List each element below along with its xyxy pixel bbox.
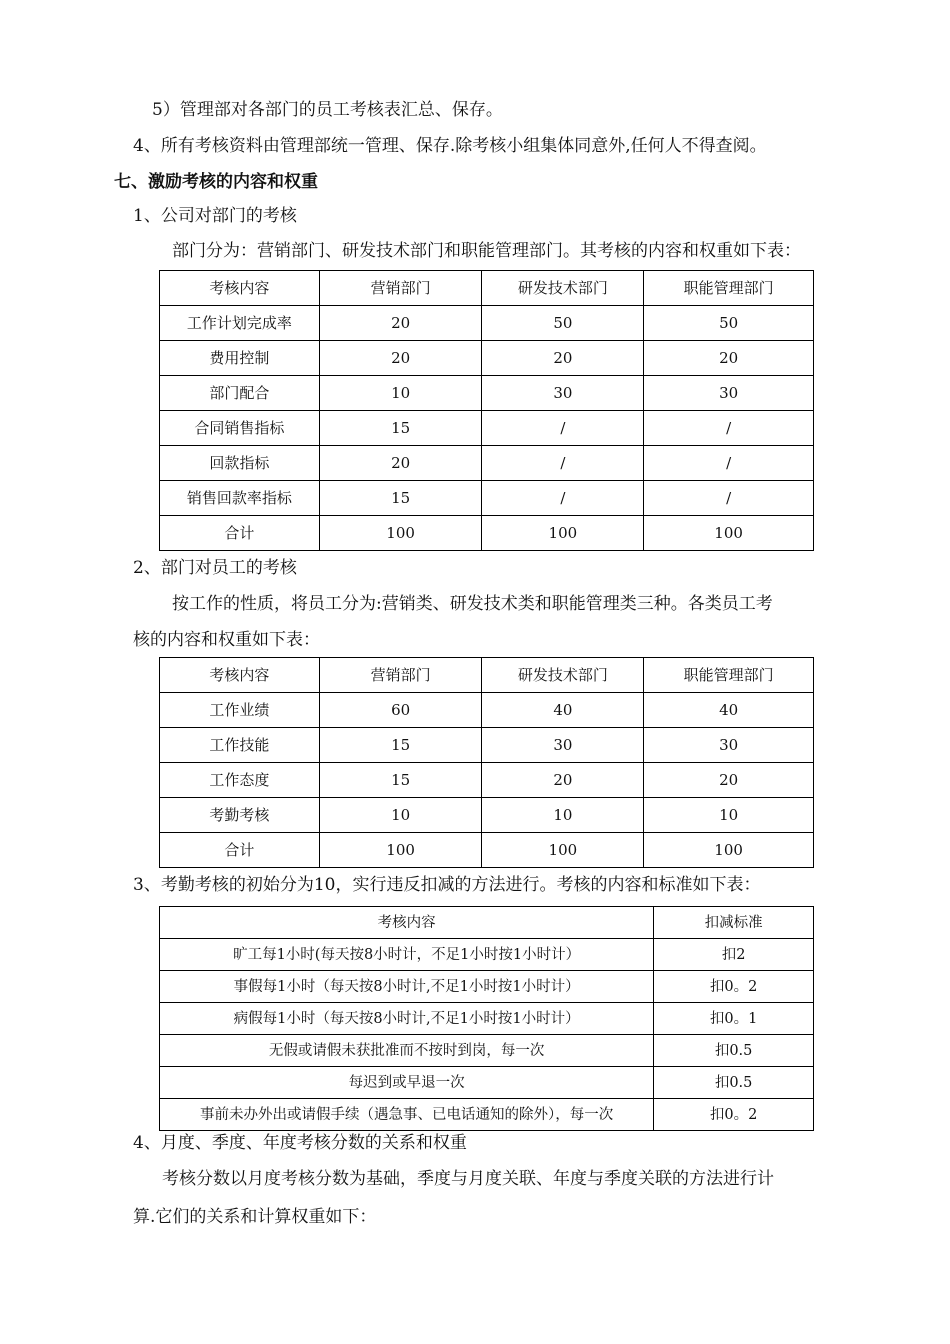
- employee-assessment-table: [159, 657, 814, 868]
- table-cell: 费用控制: [160, 341, 320, 376]
- subsection-1-title: 1、公司对部门的考核: [133, 206, 297, 226]
- table-cell: 回款指标: [160, 446, 320, 481]
- table-row: [160, 1067, 814, 1099]
- table-cell: 旷工每1小时(每天按8小时计，不足1小时按1小时计）: [160, 939, 654, 971]
- table-row: [160, 1099, 814, 1131]
- table-cell: 工作态度: [160, 763, 320, 798]
- table-cell: 30: [644, 728, 814, 763]
- table-row: [160, 939, 814, 971]
- table-row: [160, 971, 814, 1003]
- table-cell: 20: [482, 763, 644, 798]
- subsection-4-text-line2: 算.它们的关系和计算权重如下：: [133, 1207, 377, 1227]
- table-cell: 20: [644, 341, 814, 376]
- table-header-row: [160, 907, 814, 939]
- table-cell: 100: [644, 516, 814, 551]
- table-total-row: [160, 516, 814, 551]
- table-row: [160, 693, 814, 728]
- subsection-2-title: 2、部门对员工的考核: [133, 558, 297, 578]
- paragraph-item-4: 4、所有考核资料由管理部统一管理、保存.除考核小组集体同意外,任何人不得查阅。: [133, 136, 767, 156]
- table-cell: 50: [482, 306, 644, 341]
- attendance-deduction-table: [159, 906, 814, 1131]
- table-header-cell: 研发技术部门: [482, 271, 644, 306]
- table-total-row: [160, 833, 814, 868]
- table-cell: 15: [319, 728, 482, 763]
- table-row: [160, 728, 814, 763]
- table-cell: 50: [644, 306, 814, 341]
- table-row: [160, 1003, 814, 1035]
- table-cell: 事前未办外出或请假手续（遇急事、已电话通知的除外），每一次: [160, 1099, 654, 1131]
- table-cell: 销售回款率指标: [160, 481, 320, 516]
- table-header-cell: 营销部门: [319, 271, 482, 306]
- table-row: [160, 763, 814, 798]
- table-cell: 无假或请假未获批准而不按时到岗，每一次: [160, 1035, 654, 1067]
- table-cell: 20: [482, 341, 644, 376]
- table-cell: 100: [319, 833, 482, 868]
- table-cell: 40: [644, 693, 814, 728]
- table-cell: 15: [319, 763, 482, 798]
- table-cell: 40: [482, 693, 644, 728]
- table-row: [160, 306, 814, 341]
- table-header-cell: 考核内容: [160, 907, 654, 939]
- table-cell: /: [644, 411, 814, 446]
- table-cell: 合同销售指标: [160, 411, 320, 446]
- table-row: [160, 798, 814, 833]
- table-cell: 20: [319, 341, 482, 376]
- table-cell: 合计: [160, 833, 320, 868]
- table-cell: 100: [482, 833, 644, 868]
- table-row: [160, 341, 814, 376]
- table-cell: 每迟到或早退一次: [160, 1067, 654, 1099]
- subsection-3-title: 3、考勤考核的初始分为10，实行违反扣减的方法进行。考核的内容和标准如下表：: [133, 875, 761, 895]
- table-row: [160, 446, 814, 481]
- table-row: [160, 1035, 814, 1067]
- table-header-cell: 考核内容: [160, 271, 320, 306]
- table-cell: 合计: [160, 516, 320, 551]
- department-assessment-table: [159, 270, 814, 551]
- table-cell: 20: [644, 763, 814, 798]
- table-cell: 20: [319, 306, 482, 341]
- table-cell: 10: [319, 798, 482, 833]
- table-cell: 扣2: [654, 939, 814, 971]
- table-cell: 100: [319, 516, 482, 551]
- table-cell: /: [482, 411, 644, 446]
- subsection-2-intro-line1: 按工作的性质，将员工分为:营销类、研发技术类和职能管理类三种。各类员工考: [172, 594, 773, 614]
- table-cell: 扣0.5: [654, 1035, 814, 1067]
- section-heading-7: 七、激励考核的内容和权重: [114, 172, 318, 192]
- table-cell: 10: [319, 376, 482, 411]
- table-header-cell: 研发技术部门: [482, 658, 644, 693]
- table-cell: 30: [644, 376, 814, 411]
- table-row: [160, 376, 814, 411]
- paragraph-item-5: 5）管理部对各部门的员工考核表汇总、保存。: [152, 100, 503, 120]
- table-cell: 扣0.5: [654, 1067, 814, 1099]
- table-cell: /: [482, 446, 644, 481]
- table-row: [160, 411, 814, 446]
- table-cell: 部门配合: [160, 376, 320, 411]
- table-cell: 扣0。2: [654, 1099, 814, 1131]
- table-cell: 事假每1小时（每天按8小时计,不足1小时按1小时计）: [160, 971, 654, 1003]
- table-cell: 30: [482, 376, 644, 411]
- table-header-cell: 扣减标准: [654, 907, 814, 939]
- table-cell: 扣0。2: [654, 971, 814, 1003]
- subsection-1-intro: 部门分为：营销部门、研发技术部门和职能管理部门。其考核的内容和权重如下表：: [172, 241, 801, 261]
- table-cell: 60: [319, 693, 482, 728]
- table-cell: 15: [319, 481, 482, 516]
- table-header-cell: 职能管理部门: [644, 271, 814, 306]
- table-cell: 考勤考核: [160, 798, 320, 833]
- table-cell: 扣0。1: [654, 1003, 814, 1035]
- table-cell: 工作业绩: [160, 693, 320, 728]
- table-cell: 20: [319, 446, 482, 481]
- table-cell: 病假每1小时（每天按8小时计,不足1小时按1小时计）: [160, 1003, 654, 1035]
- subsection-2-intro-line2: 核的内容和权重如下表：: [133, 630, 320, 650]
- table-cell: 30: [482, 728, 644, 763]
- table-cell: /: [482, 481, 644, 516]
- table-header-cell: 考核内容: [160, 658, 320, 693]
- table-cell: 10: [644, 798, 814, 833]
- subsection-4-text-line1: 考核分数以月度考核分数为基础，季度与月度关联、年度与季度关联的方法进行计: [162, 1169, 774, 1189]
- table-header-row: [160, 271, 814, 306]
- table-header-row: [160, 658, 814, 693]
- table-row: [160, 481, 814, 516]
- table-cell: 10: [482, 798, 644, 833]
- table-cell: /: [644, 446, 814, 481]
- table-header-cell: 职能管理部门: [644, 658, 814, 693]
- table-cell: 100: [644, 833, 814, 868]
- table-header-cell: 营销部门: [319, 658, 482, 693]
- table-cell: 工作计划完成率: [160, 306, 320, 341]
- subsection-4-title: 4、月度、季度、年度考核分数的关系和权重: [133, 1133, 467, 1153]
- table-cell: 工作技能: [160, 728, 320, 763]
- table-cell: /: [644, 481, 814, 516]
- table-cell: 15: [319, 411, 482, 446]
- table-cell: 100: [482, 516, 644, 551]
